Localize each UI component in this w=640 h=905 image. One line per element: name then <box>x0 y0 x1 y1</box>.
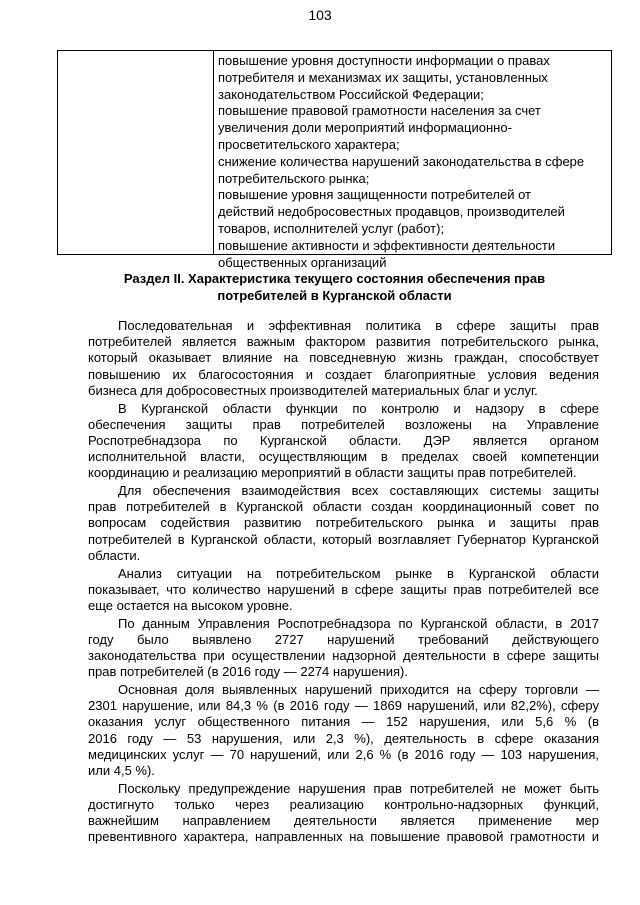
table-line: повышение правовой грамотности населения за счет <box>218 103 541 119</box>
section-heading <box>57 270 612 304</box>
table-line: действий недобросовестных продавцов, производителей <box>218 204 565 220</box>
table-line: повышение уровня защищенности потребителей от <box>218 187 532 203</box>
paragraph-line: прав потребителей (в 2016 году — 2274 нарушения). <box>88 664 408 680</box>
goals-table <box>57 50 612 270</box>
table-line: законодательством Российской Федерации; <box>218 86 484 102</box>
paragraph-line: Для обеспечения взаимодействия всех составляющих системы защиты <box>118 483 599 499</box>
paragraph-line: законодательства при осуществлении надзорной деятельности в сфере защиты <box>88 648 599 664</box>
table-line: потребительского рынка; <box>218 170 370 186</box>
paragraph-line: медицинских услуг — 70 нарушений, или 2,6 % (в 2016 году — 103 нарушения, <box>88 746 599 762</box>
paragraph-line: 2016 году — 53 нарушения, или 2,3 %), деятельность в сфере оказания <box>88 730 599 746</box>
table-right-cell <box>218 53 610 271</box>
paragraph <box>88 401 599 482</box>
paragraph-line: Поскольку предупреждение нарушения прав потребителей не может быть <box>118 780 599 796</box>
paragraph-line: который оказывает влияние на повседневную жизнь граждан, способствует <box>88 350 599 366</box>
table-line: повышение активности и эффективности деятельности <box>218 237 556 253</box>
paragraph-line: области. <box>88 547 141 563</box>
table-column-divider <box>213 51 214 254</box>
paragraph <box>88 682 599 779</box>
paragraph-line: вопросам содействия развитию потребительского рынка и защиты прав <box>88 515 599 531</box>
paragraph-line: еще остается на высоком уровне. <box>88 597 293 613</box>
paragraph <box>88 781 599 846</box>
paragraph-line: потребителей в Курганской области, который возглавляет Губернатор Курганской <box>88 531 599 547</box>
paragraph-line: прав потребителей в Курганской области создан координационный совет по <box>88 499 599 515</box>
table-line: просветительского характера; <box>218 136 400 152</box>
paragraph-line: координацию и реализацию мероприятий в области защиты прав потребителей. <box>88 465 577 481</box>
paragraph-line: Основная доля выявленных нарушений приходится на сферу торговли — <box>118 681 599 697</box>
section-heading-line: Раздел II. Характеристика текущего состояния обеспечения прав <box>123 271 546 286</box>
paragraph-line: или 4,5 %). <box>88 762 155 778</box>
paragraph-line: оказания услуг общественного питания — 152 нарушения, или 5,6 % (в <box>88 714 599 730</box>
page-number: 103 <box>308 7 332 23</box>
paragraph-line: 2301 нарушение, или 84,3 % (в 2016 году — 1869 нарушений, или 82,2%), сферу <box>88 698 599 714</box>
body-text <box>88 318 599 847</box>
paragraph <box>88 318 599 399</box>
paragraph-line: году было выявлено 2727 нарушений требований действующего <box>88 631 599 647</box>
paragraph <box>88 616 599 681</box>
paragraph-line: важнейшим направлением деятельности является применение мер <box>88 813 599 829</box>
paragraph-line: превентивного характера, направленных на повышение правовой грамотности и <box>88 829 599 845</box>
section-heading-line: потребителей в Курганской области <box>217 288 452 303</box>
paragraph-line: По данным Управления Роспотребнадзора по Курганской области, в 2017 <box>118 615 599 631</box>
paragraph-line: Роспотребнадзора по Курганской области. ДЭР является органом <box>88 432 599 448</box>
paragraph-line: потребителей является важным фактором развития потребительского рынка, <box>88 334 599 350</box>
paragraph-line: достигнуто только через реализацию контрольно-надзорных функций, <box>88 796 599 812</box>
paragraph-line: повышению их благосостояния и создает благоприятные условия ведения <box>88 366 599 382</box>
paragraph-line: обеспечения защиты прав потребителей возложены на Управление <box>88 416 599 432</box>
table-line: общественных организаций <box>218 254 387 270</box>
paragraph <box>88 483 599 564</box>
paragraph-line: В Курганской области функции по контролю и надзору в сфере <box>118 400 599 416</box>
paragraph-line: Последовательная и эффективная политика в сфере защиты прав <box>118 318 599 333</box>
table-line: снижение количества нарушений законодательства в сфере <box>218 153 585 169</box>
paragraph-line: исполнительной власти, осуществляющим в пределах своей компетенции <box>88 449 599 465</box>
paragraph <box>88 566 599 615</box>
table-line: потребителя и механизмах их защиты, установленных <box>218 69 548 85</box>
paragraph-line: Анализ ситуации на потребительском рынке в Курганской области <box>118 565 599 581</box>
paragraph-line: показывает, что количество нарушений в сфере защиты прав потребителей все <box>88 581 599 597</box>
paragraph-line: бизнеса для добросовестных производителей материальных благ и услуг. <box>88 382 538 398</box>
table-line: товаров, исполнителей услуг (работ); <box>218 220 445 236</box>
table-line: увеличения доли мероприятий информационно- <box>218 120 512 136</box>
table-line: повышение уровня доступности информации о правах <box>218 53 550 68</box>
